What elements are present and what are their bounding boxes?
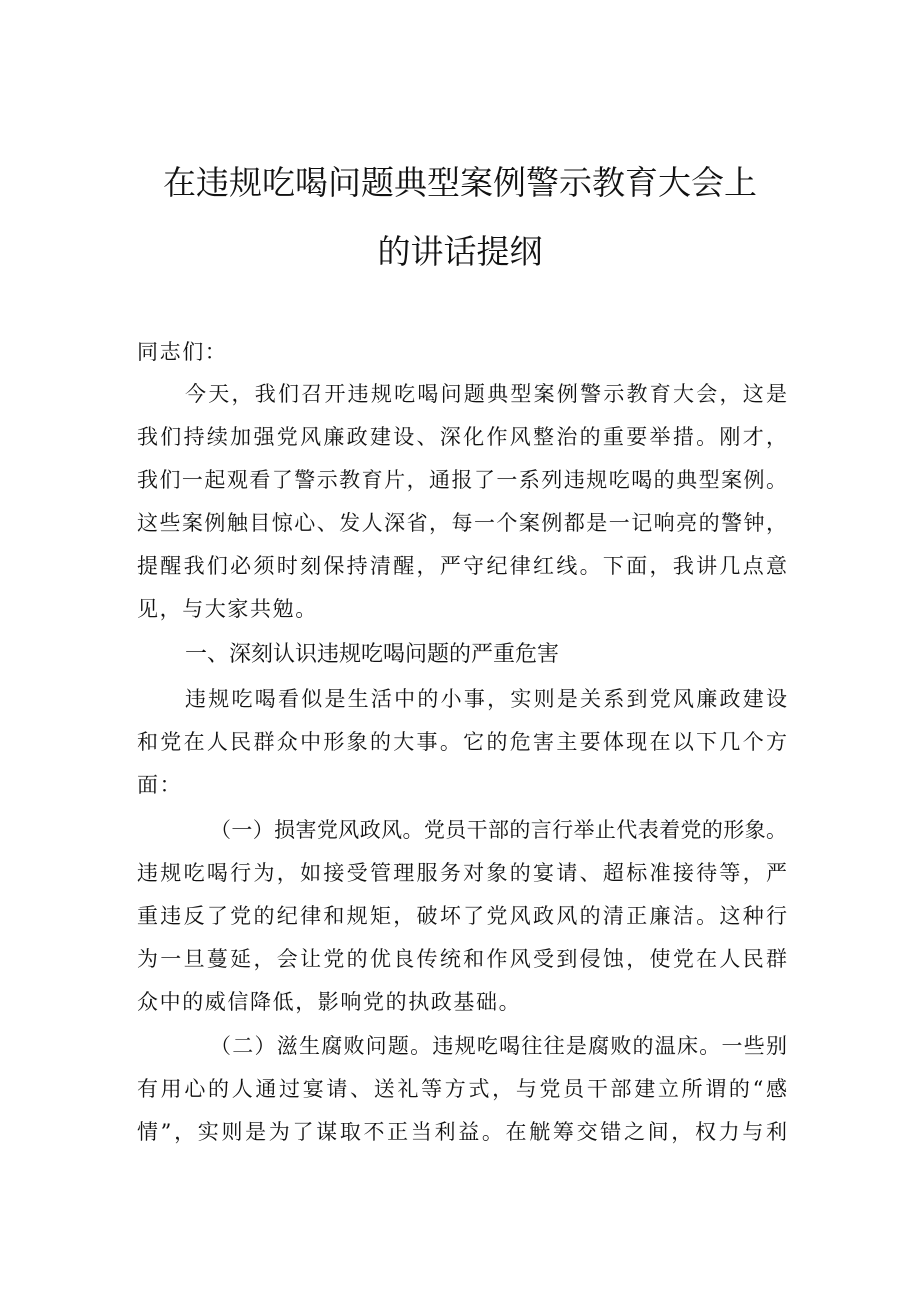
intro-line: 见，与大家共勉。	[137, 597, 318, 621]
salutation: 同志们：	[137, 340, 228, 364]
point-2-line: 有用心的人通过宴请、送礼等方式，与党员干部建立所谓的“感	[137, 1077, 787, 1101]
intro-line: 我们持续加强党风廉政建设、深化作风整治的重要举措。刚才，	[137, 425, 787, 449]
document-title-line-1: 在违规吃喝问题典型案例警示教育大会上	[163, 163, 757, 202]
point-2-line: （二）滋生腐败问题。违规吃喝往往是腐败的温床。一些别	[210, 1034, 787, 1058]
point-1-line: 众中的威信降低，影响党的执政基础。	[137, 990, 522, 1014]
document-title-line-2: 的讲话提纲	[377, 232, 543, 271]
point-1-line: 为一旦蔓延，会让党的优良传统和作风受到侵蚀，使党在人民群	[137, 947, 787, 971]
section-lead-line: 和党在人民群众中形象的大事。它的危害主要体现在以下几个方	[137, 730, 787, 754]
intro-line: 今天，我们召开违规吃喝问题典型案例警示教育大会，这是	[185, 382, 787, 406]
intro-line: 提醒我们必须时刻保持清醒，严守纪律红线。下面，我讲几点意	[137, 554, 787, 578]
point-1-line: （一）损害党风政风。党员干部的言行举止代表着党的形象。	[210, 818, 787, 842]
point-1-line: 重违反了党的纪律和规矩，破坏了党风政风的清正廉洁。这种行	[137, 904, 787, 928]
point-2-line: 情”，实则是为了谋取不正当利益。在觥筹交错之间，权力与利	[137, 1120, 787, 1144]
section-heading: 一、深刻认识违规吃喝问题的严重危害	[185, 642, 560, 667]
point-1-line: 违规吃喝行为，如接受管理服务对象的宴请、超标准接待等，严	[137, 861, 787, 885]
section-lead-line: 面：	[137, 773, 183, 797]
section-lead-line: 违规吃喝看似是生活中的小事，实则是关系到党风廉政建设	[185, 687, 787, 711]
intro-line: 我们一起观看了警示教育片，通报了一系列违规吃喝的典型案例。	[137, 468, 787, 492]
intro-line: 这些案例触目惊心、发人深省，每一个案例都是一记响亮的警钟，	[137, 511, 787, 535]
